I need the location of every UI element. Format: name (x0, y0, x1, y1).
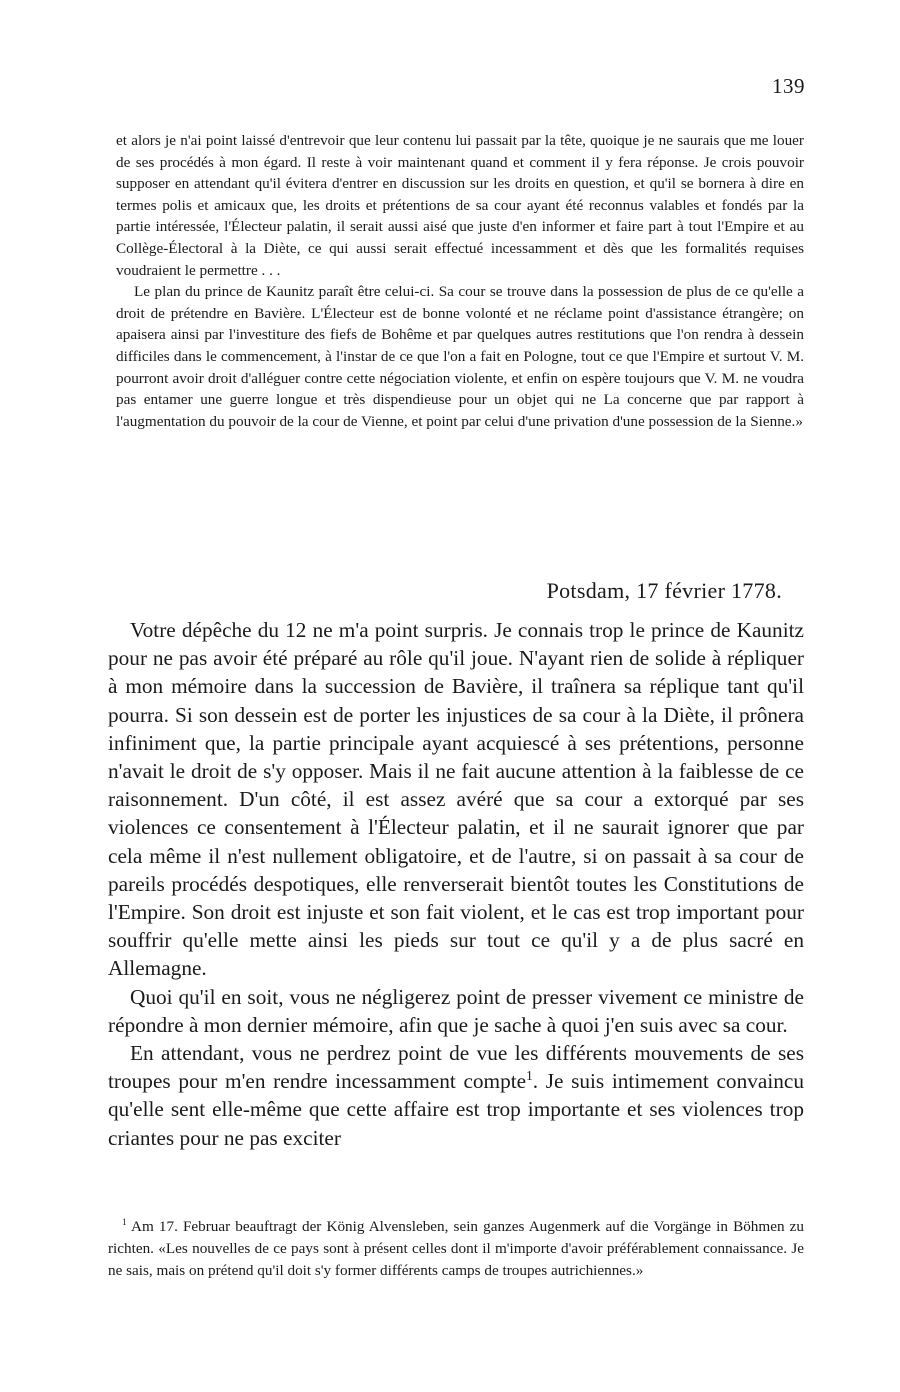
footnote-reference: 1 (526, 1068, 533, 1084)
letter-paragraph: Votre dépêche du 12 ne m'a point surpris. Je connais trop le prince de Kaunitz pour ne pas avoir été préparé au rôle qu'il joue. N'ayant rien de solide à répliquer à mon mémoire dans la succession de Bavière, il traînera sa réplique tant qu'il pourra. Si son dessein est de porter les injustices de sa cour à la Diète, il prônera infiniment que, la partie principale ayant acquiescé à ses prétentions, personne n'avait le droit de s'y opposer. Mais il ne fait aucune attention à la faiblesse de ce raisonnement. D'un côté, il est assez avéré que sa cour a extorqué par ses violences ce consentement à l'Électeur palatin, et il ne saurait ignorer que par cela même il n'est nullement obligatoire, et de l'autre, si on passait à sa cour de pareils procédés despotiques, elle renverserait bientôt toutes les Constitutions de l'Empire. Son droit est injuste et son fait violent, et le cas est trop important pour souffrir qu'elle mette ainsi les pieds sur tout ce qu'il y a de plus sacré en Allemagne. (108, 618, 804, 981)
footnote (108, 1216, 804, 1281)
page-number: 139 (772, 74, 805, 98)
letter-paragraph-text: En attendant, vous ne perdrez point de vue les différents mouvements de ses troupes pour m'en rendre incessamment compte (108, 1041, 804, 1094)
letter-dateline: Potsdam, 17 février 1778. (546, 578, 782, 603)
footnote-paragraph (108, 1216, 804, 1281)
quote-paragraph: Le plan du prince de Kaunitz paraît être celui-ci. Sa cour se trouve dans la possession de plus de ce qu'elle a droit de prétendre en Bavière. L'Électeur est de bonne volonté et ne réclame point d'assistance étrangère; on apaisera ainsi par l'investiture des fiefs de Bohême et par quelques autres restitutions que l'on rendra à dessein difficiles dans le commencement, à l'instar de ce que l'on a fait en Pologne, tout ce que l'Empire et surtout V. M. pourront avoir droit d'alléguer contre cette négociation violente, et enfin on espère toujours que V. M. ne voudra pas entamer une guerre longue et très dispendieuse pour un objet qui ne La concerne que par rapport à l'augmentation du pouvoir de la cour de Vienne, et point par celui d'une privation d'une possession de la Sienne.» (116, 283, 804, 430)
letter-body (108, 616, 804, 1152)
letter-paragraph: Quoi qu'il en soit, vous ne négligerez point de presser vivement ce ministre de répondre à mon dernier mémoire, afin que je sache à quoi j'en suis avec sa cour. (108, 984, 804, 1037)
quoted-report (116, 130, 804, 432)
footnote-text: Am 17. Februar beauftragt der König Alvensleben, sein ganzes Augenmerk auf die Vorgänge in Böhmen zu richten. «Les nouvelles de ce pays sont à présent celles dont il m'importe d'avoir préférablement connaissance. Je ne sais, mais on prétend qu'il doit s'y former différents camps de troupes autrichiennes.» (108, 1218, 804, 1279)
quote-paragraph: et alors je n'ai point laissé d'entrevoir que leur contenu lui passait par la tête, quoique je ne saurais que me louer de ses procédés à mon égard. Il reste à voir maintenant quand et comment il y fera réponse. Je crois pouvoir supposer en attendant qu'il évitera d'entrer en discussion sur les droits en question, et qu'il se bornera à dire en termes polis et amicaux que, les droits et prétentions de sa cour ayant été reconnus valables et fondés par la partie intéressée, l'Électeur palatin, il serait aussi aisé que juste d'en informer et faire part à tout l'Empire et au Collège-Électoral à la Diète, ce qui aussi serait effectué incessamment et dès que les formalités requises voudraient le permettre . . . (116, 132, 804, 279)
letter-paragraph-text: . Je suis intimement convaincu qu'elle sent elle-même que cette affaire est trop importante et ses violences trop criantes pour ne pas exciter (108, 1069, 804, 1150)
letter-paragraph-last (108, 1039, 804, 1152)
footnote-marker: 1 (122, 1217, 127, 1228)
